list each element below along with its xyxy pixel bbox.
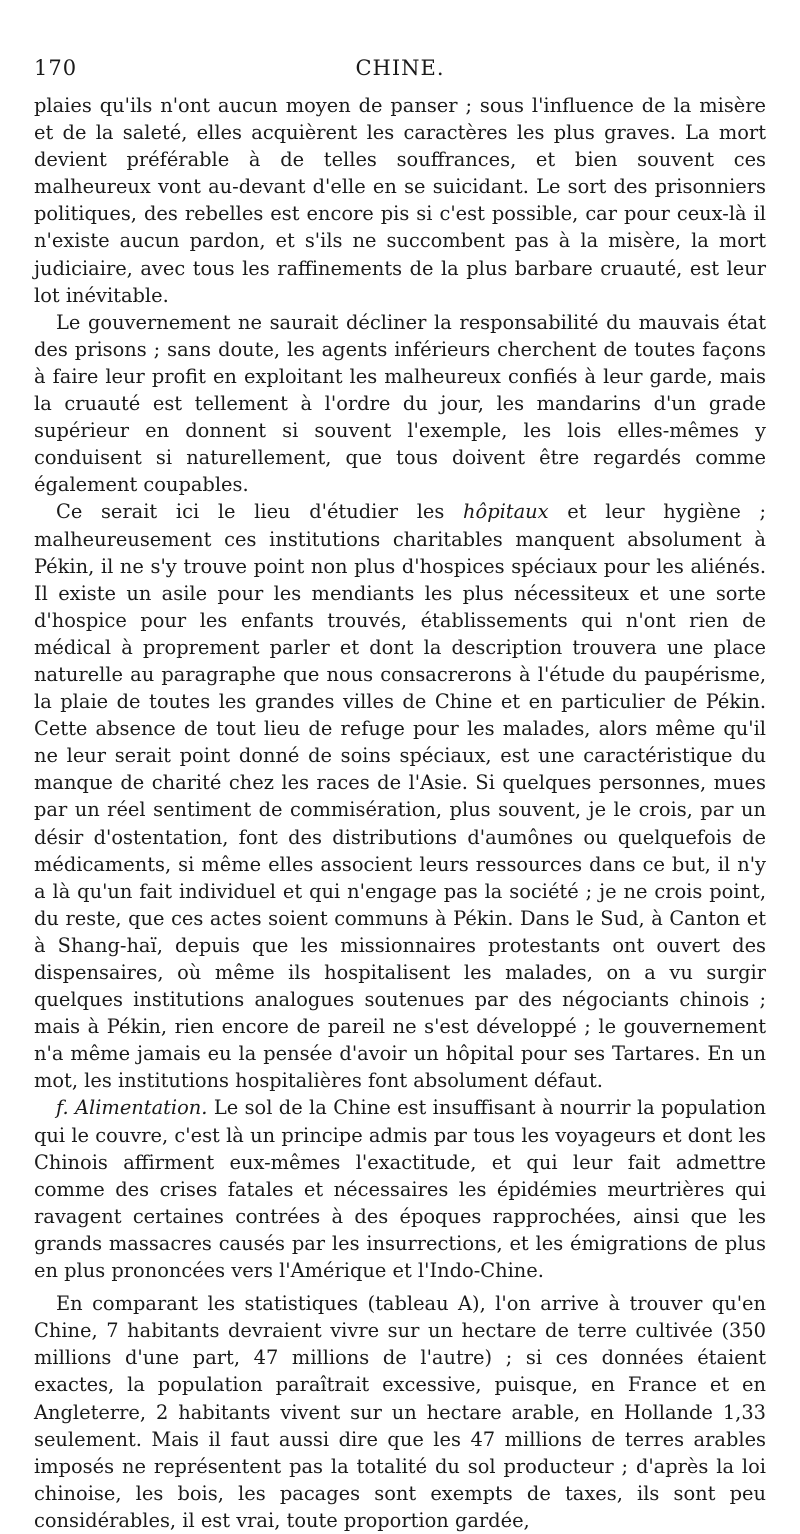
paragraph-alimentation [34, 1094, 766, 1284]
running-title: CHINE. [355, 56, 445, 80]
hospitals-term: hôpitaux [463, 500, 549, 524]
hospitals-intro-text: Ce serait ici le lieu d'étudier les [56, 500, 464, 524]
book-page [34, 52, 766, 1534]
paragraph-prisons-continued: plaies qu'ils n'ont aucun moyen de panser ; sous l'influence de la misère et de la saleté, elles acquièrent les caractères les plus graves. La mort devient préférable à de telles souffrances, et bien souvent ces malheureux vont au-devant d'elle en se suicidant. Le sort des prisonniers politiques, des rebelles est encore pis si c'est possible, car pour ceux-là il n'existe aucun pardon, et s'ils ne succombent pas à la misère, la mort judiciaire, avec tous les raffinements de la plus barbare cruauté, est leur lot inévitable. [34, 94, 766, 307]
page-header [34, 52, 766, 92]
section-heading-alimentation: f. Alimentation. [56, 1096, 208, 1120]
paragraph-government-responsibility: Le gouvernement ne saurait décliner la responsabilité du mauvais état des prisons ; sans doute, les agents inférieurs cherchent de toutes façons à faire leur profit en exploitant les malheureux confiés à leur garde, mais la cruauté est tellement à l'ordre du jour, les mandarins d'un grade supérieur en donnent si souvent l'exemple, les lois elles-mêmes y conduisent si naturellement, que tous doivent être regardés comme également coupables. [34, 310, 766, 497]
paragraph-hospitals [34, 498, 766, 1094]
body-text [34, 92, 766, 1534]
paragraph-statistics: En comparant les statistiques (tableau A), l'on arrive à trouver qu'en Chine, 7 habitants devraient vivre sur un hectare de terre cultivée (350 millions d'une part, 47 millions de l'autre) ; si ces données étaient exactes, la population paraîtrait excessive, puisque, en France et en Angleterre, 2 habitants vivent sur un hectare arable, en Hollande 1,33 seulement. Mais il faut aussi dire que les 47 millions de terres arables imposés ne représentent pas la totalité du sol producteur ; d'après la loi chinoise, les bois, les pacages sont exempts de taxes, ils sont peu considérables, il est vrai, toute proportion gardée, [34, 1292, 766, 1532]
alimentation-text: Le sol de la Chine est insuffisant à nourrir la population qui le couvre, c'est là un principe admis par tous les voyageurs et dont les Chinois affirment eux-mêmes l'exactitude, et qui leur fait admettre comme des crises fatales et nécessaires les épidémies meurtrières qui ravagent certaines contrées à des époques rapprochées, ainsi que les grands massacres causés par les insurrections, et les émigrations de plus en plus prononcées vers l'Amérique et l'Indo-Chine. [34, 1096, 766, 1283]
hospitals-body-text: et leur hygiène ; malheureusement ces institutions charitables manquent absolument à Pékin, il ne s'y trouve point non plus d'hospices spéciaux pour les aliénés. Il existe un asile pour les mendiants les plus nécessiteux et une sorte d'hospice pour les enfants trouvés, établissements qui n'ont rien de médical à proprement parler et dont la description trouvera une place naturelle au paragraphe que nous consacrerons à l'étude du paupérisme, la plaie de toutes les grandes villes de Chine et en particulier de Pékin. Cette absence de tout lieu de refuge pour les malades, alors même qu'il ne leur serait point donné de soins spéciaux, est une caractéristique du manque de charité chez les races de l'Asie. Si quelques personnes, mues par un réel sentiment de commisération, plus souvent, je le crois, par un désir d'ostentation, font des distributions d'aumônes ou quelquefois de médicaments, si même elles associent leurs ressources dans ce but, il n'y a là qu'un fait individuel et qui n'engage pas la société ; je ne crois point, du reste, que ces actes soient communs à Pékin. Dans le Sud, à Canton et à Shang-haï, depuis que les missionnaires protestants ont ouvert des dispensaires, où même ils hospitalisent les malades, on a vu surgir quelques institutions analogues soutenues par des négociants chinois ; mais à Pékin, rien encore de pareil ne s'est développé ; le gouvernement n'a même jamais eu la pensée d'avoir un hôpital pour ses Tartares. En un mot, les institutions hospitalières font absolument défaut. [34, 500, 766, 1093]
page-number: 170 [34, 56, 78, 80]
